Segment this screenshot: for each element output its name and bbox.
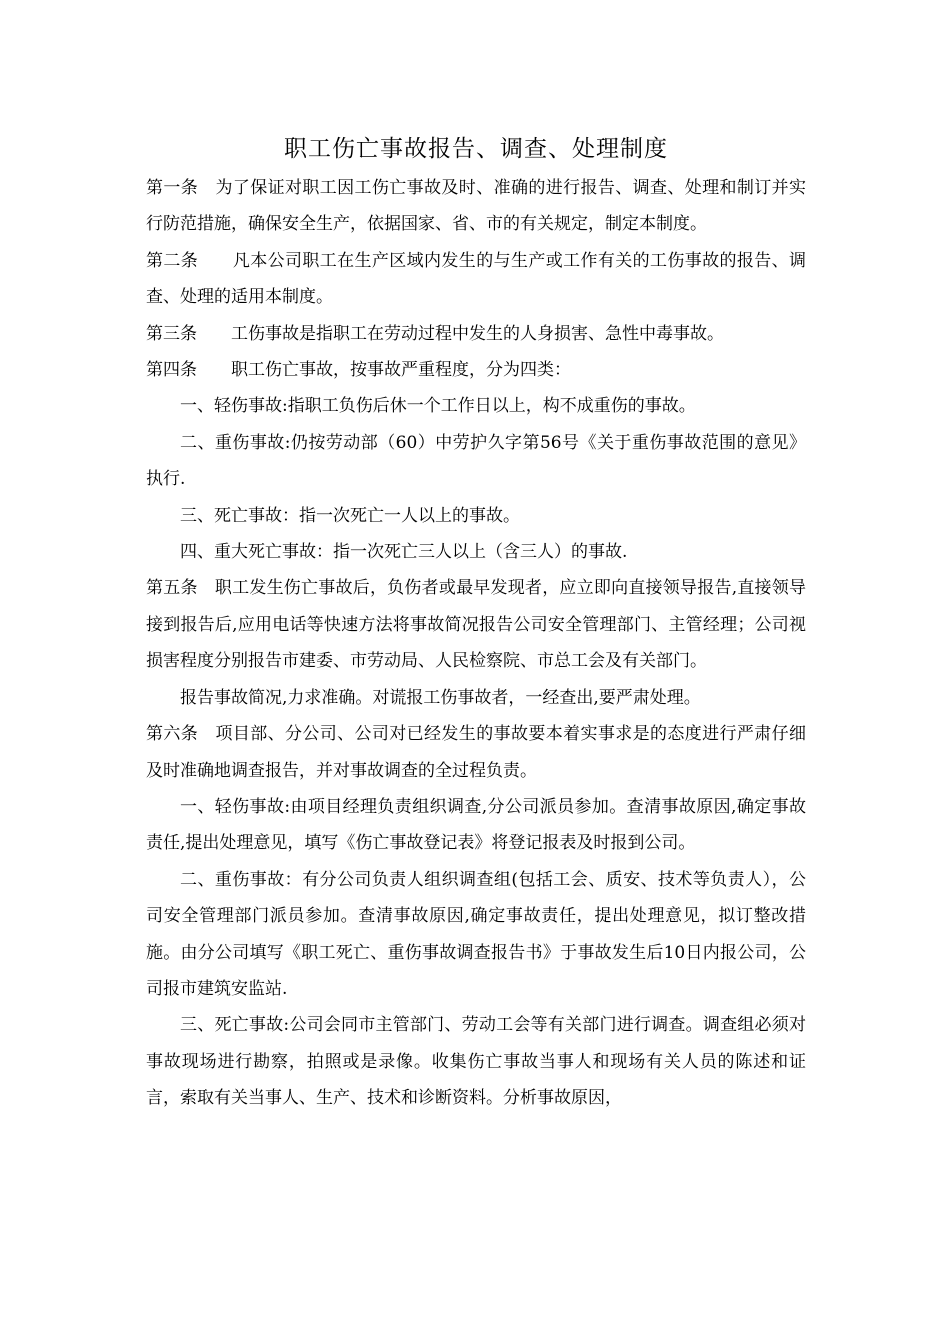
paragraph: 第六条 项目部、分公司、公司对已经发生的事故要本着实事求是的态度进行严肃仔细及时准确地调查报告，并对事故调查的全过程负责。: [146, 724, 806, 781]
document-body: [146, 170, 806, 1117]
paragraph: 一、轻伤事故:由项目经理负责组织调查,分公司派员参加。查清事故原因,确定事故责任,提出处理意见，填写《伤亡事故登记表》将登记报表及时报到公司。: [146, 796, 806, 854]
paragraph: 三、死亡事故:公司会同市主管部门、劳动工会等有关部门进行调查。调查组必须对事故现场进行勘察，拍照或是录像。收集伤亡事故当事人和现场有关人员的陈述和证言，索取有关当事人、生产、技术和诊断资料。分析事故原因，: [146, 1015, 806, 1109]
paragraph: 一、轻伤事故:指职工负伤后休一个工作日以上，构不成重伤的事故。: [180, 396, 696, 417]
paragraph: 二、重伤事故：有分公司负责人组织调查组(包括工会、质安、技术等负责人），公司安全管理部门派员参加。查清事故原因,确定事故责任，提出处理意见，拟订整改措施。由分公司填写《职工死亡、重伤事故调查报告书》于事故发生后10日内报公司，公司报市建筑安监站.: [146, 869, 806, 999]
paragraph: 报告事故简况,力求准确。对谎报工伤事故者，一经查出,要严肃处理。: [180, 687, 701, 708]
document-title: 职工伤亡事故报告、调查、处理制度: [284, 136, 668, 162]
paragraph: 四、重大死亡事故：指一次死亡三人以上（含三人）的事故.: [180, 542, 628, 563]
paragraph: 第五条 职工发生伤亡事故后，负伤者或最早发现者，应立即向直接领导报告,直接领导接到报告后,应用电话等快速方法将事故简况报告公司安全管理部门、主管经理；公司视损害程度分别报告市建委、市劳动局、人民检察院、市总工会及有关部门。: [146, 578, 806, 672]
paragraph: 二、重伤事故:仍按劳动部（60）中劳护久字第56号《关于重伤事故范围的意见》执行.: [146, 432, 806, 490]
document-page: [146, 130, 806, 1117]
paragraph: 第一条 为了保证对职工因工伤亡事故及时、准确的进行报告、调查、处理和制订并实行防范措施，确保安全生产，依据国家、省、市的有关规定，制定本制度。: [146, 178, 806, 235]
paragraph: 第三条 工伤事故是指职工在劳动过程中发生的人身损害、急性中毒事故。: [146, 323, 724, 344]
paragraph: 第二条 凡本公司职工在生产区域内发生的与生产或工作有关的工伤事故的报告、调查、处理的适用本制度。: [146, 250, 806, 308]
paragraph: 三、死亡事故：指一次死亡一人以上的事故。: [180, 505, 520, 526]
paragraph: 第四条 职工伤亡事故，按事故严重程度，分为四类：: [146, 360, 571, 381]
